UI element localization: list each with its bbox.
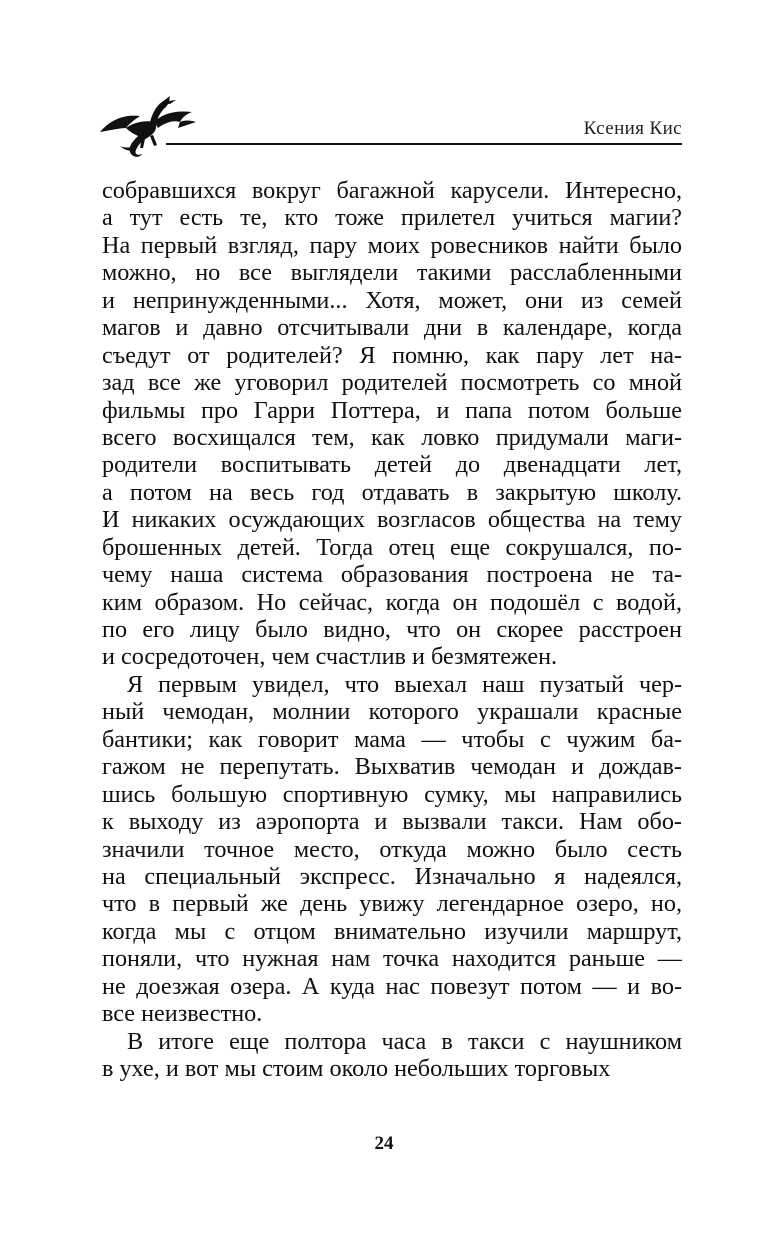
page-number: 24 (374, 1133, 394, 1154)
text-line: значили точное место, откуда можно было сесть (102, 835, 682, 863)
text-line: всего восхищался тем, как ловко придумали маги- (102, 423, 682, 451)
text-line: съедут от родителей? Я помню, как пару лет на- (102, 341, 682, 369)
text-line: на специальный экспресс. Изначально я надеялся, (102, 862, 682, 890)
text-line: к выходу из аэропорта и вызвали такси. Нам обо- (102, 808, 682, 836)
text-line: ный чемодан, молнии которого украшали красные (102, 698, 682, 726)
paragraph (102, 177, 682, 671)
paragraph (102, 1028, 682, 1083)
text-line: ким образом. Но сейчас, когда он подошёл с водой, (102, 588, 682, 616)
text-line: На первый взгляд, пару моих ровесников найти было (102, 231, 682, 259)
text-line: шись большую спортивную сумку, мы направились (102, 780, 682, 808)
text-line: магов и давно отсчитывали дни в календаре, когда (102, 314, 682, 342)
text-line: Я первым увидел, что выехал наш пузатый чер- (127, 670, 682, 698)
dragon-icon (96, 92, 202, 158)
text-line: фильмы про Гарри Поттера, и папа потом больше (102, 396, 682, 424)
header-rule (166, 143, 682, 145)
text-line: по его лицу было видно, что он скорее расстроен (102, 616, 682, 643)
body-text (102, 177, 682, 1082)
author-name: Ксения Кис (583, 118, 682, 139)
text-line: родители воспитывать детей до двенадцати лет, (102, 451, 682, 479)
text-line: что в первый же день увижу легендарное озеро, но, (102, 890, 682, 918)
text-line: все неизвестно. (102, 1000, 263, 1028)
text-line: и непринужденными... Хотя, может, они из семей (102, 286, 682, 314)
text-line: бантики; как говорит мама — чтобы с чужим ба- (102, 725, 682, 753)
text-line: когда мы с отцом внимательно изучили маршрут, (102, 917, 682, 945)
text-line: чему наша система образования построена не та- (102, 561, 682, 589)
text-line: собравшихся вокруг багажной карусели. Интересно, (102, 177, 682, 204)
text-line: брошенных детей. Тогда отец еще сокрушался, по- (102, 533, 682, 561)
running-header (96, 88, 682, 158)
text-line: и сосредоточен, чем счастлив и безмятежен. (102, 643, 558, 671)
paragraph (102, 671, 682, 1028)
text-line: поняли, что нужная нам точка находится раньше — (102, 945, 682, 973)
text-line: зад все же уговорил родителей посмотреть со мной (102, 369, 682, 397)
text-line: И никаких осуждающих возгласов общества на тему (102, 506, 682, 534)
text-line: а тут есть те, кто тоже прилетел учиться магии? (102, 204, 682, 232)
text-line: В итоге еще полтора часа в такси с наушником (127, 1027, 682, 1055)
text-line: можно, но все выглядели такими расслабленными (102, 259, 682, 287)
text-line: в ухе, и вот мы стоим около небольших торговых (102, 1055, 611, 1082)
text-line: а потом на весь год отдавать в закрытую школу. (102, 478, 682, 506)
text-line: гажом не перепутать. Выхватив чемодан и дождав- (102, 753, 682, 781)
text-line: не доезжая озера. А куда нас повезут потом — и во- (102, 972, 682, 1000)
